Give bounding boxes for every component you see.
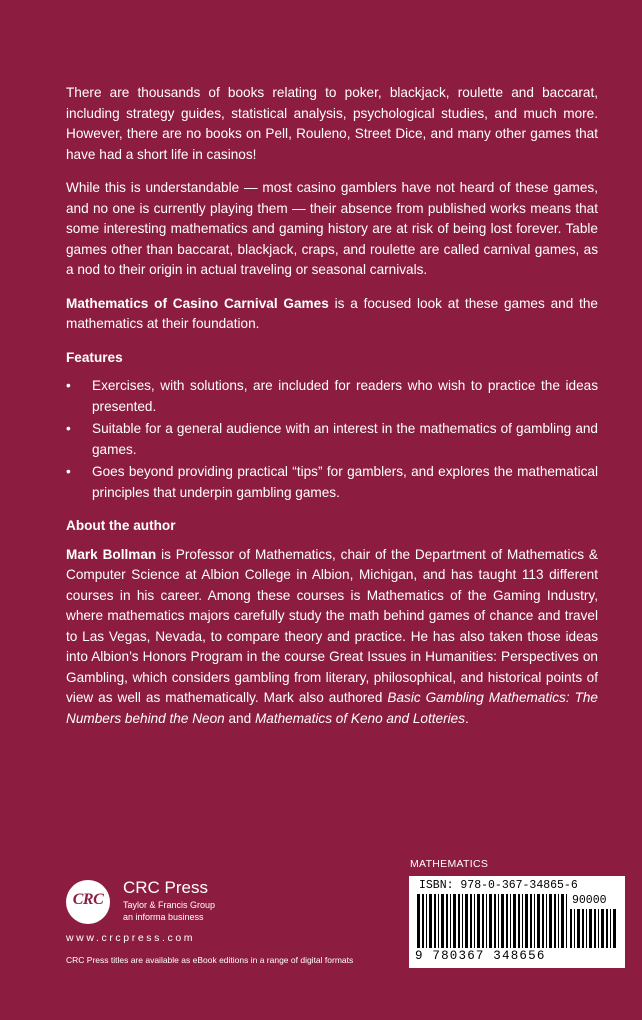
barcode-bar	[542, 894, 544, 948]
barcode-bar	[458, 894, 460, 948]
barcode-bar	[566, 894, 567, 948]
barcode-bar	[594, 909, 596, 948]
barcode-bar	[453, 894, 456, 948]
publisher-name: CRC Press	[123, 878, 209, 897]
features-list	[66, 376, 598, 503]
barcode-bar	[426, 894, 427, 948]
barcode-bar	[498, 894, 499, 948]
intro-paragraph-3-text: is a focused look at these games and the mathematics at their foundation.	[66, 295, 598, 331]
barcode-bar	[534, 894, 535, 948]
barcode-bar	[554, 894, 556, 948]
barcode-bar	[438, 894, 439, 948]
barcode-bar	[518, 894, 520, 948]
barcode-bar	[522, 894, 523, 948]
feature-item: • Goes beyond providing practical “tips” for gamblers, and explores the mathematical principles that underpin gambling games.	[66, 462, 598, 503]
barcode-bar	[589, 909, 592, 948]
other-book-1: Basic Gambling Mathematics: The Numbers behind the Neon	[66, 690, 598, 726]
barcode-bar	[470, 894, 472, 948]
author-bio-conjunction: and	[224, 710, 255, 726]
barcode-bar	[561, 894, 564, 948]
isbn-text: ISBN: 978-0-367-34865-6	[419, 879, 578, 892]
barcode-bar	[489, 894, 492, 948]
barcode-bar	[434, 894, 436, 948]
barcode-bar	[441, 894, 444, 948]
barcode-bar	[582, 909, 584, 948]
barcode-bar	[422, 894, 424, 948]
barcode-bar	[450, 894, 451, 948]
publisher-business: an informa business	[123, 912, 204, 922]
barcode-bar	[610, 909, 611, 948]
barcode-bar	[510, 894, 511, 948]
barcode-bar	[482, 894, 484, 948]
barcode-bar	[494, 894, 496, 948]
barcode-bar	[506, 894, 508, 948]
other-book-2: Mathematics of Keno and Lotteries	[254, 710, 466, 726]
addon-barcode	[570, 909, 618, 948]
barcode-bar	[601, 909, 604, 948]
barcode-bar	[465, 894, 468, 948]
isbn-barcode	[409, 876, 625, 968]
crc-logo	[66, 880, 110, 924]
feature-item: • Exercises, with solutions, are included for readers who wish to practice the ideas presented.	[66, 376, 598, 417]
price-code: 90000	[572, 894, 607, 907]
barcode-bar	[474, 894, 475, 948]
barcode-bar	[570, 909, 572, 948]
intro-paragraph-1: There are thousands of books relating to poker, blackjack, roulette and baccarat, including strategy guides, statistical analysis, psychological studies, and much more. However, there are no books on Pell, Rouleno, Street Dice, and many other games that have had a short life in casinos!	[66, 85, 598, 162]
barcode-bar	[486, 894, 487, 948]
barcode-bar	[462, 894, 463, 948]
barcode-bar	[558, 894, 559, 948]
back-cover-text	[66, 83, 598, 742]
barcode-bar	[613, 909, 616, 948]
features-heading: Features	[66, 349, 123, 365]
barcode-bar	[429, 894, 432, 948]
intro-paragraph-2: While this is understandable — most casino gamblers have not heard of these games, and no one is currently playing them — their absence from published works means that some interesting mathematics and gaming history are at risk of being lost forever. Table games other than baccarat, blackjack, craps, and roulette are called carnival games, as a nod to their origin in actual traveling or seasonal carnivals.	[66, 180, 598, 277]
barcode-bar	[549, 894, 552, 948]
barcode-bar	[598, 909, 599, 948]
publisher-url: www.crcpress.com	[66, 932, 196, 944]
barcode-bar	[501, 894, 504, 948]
barcode-bar	[546, 894, 547, 948]
subject-category: MATHEMATICS	[410, 858, 489, 870]
barcode-bar	[606, 909, 608, 948]
barcode-bar	[586, 909, 587, 948]
author-heading: About the author	[66, 518, 176, 533]
barcode-bar	[513, 894, 516, 948]
publisher-group: Taylor & Francis Group	[123, 900, 216, 910]
barcode-bar	[525, 894, 528, 948]
intro-paragraph-3	[66, 294, 598, 335]
barcode-bar	[417, 894, 420, 948]
author-bio-end: .	[465, 710, 469, 726]
barcode-bar	[530, 894, 532, 948]
author-bio-text: is Professor of Mathematics, chair of the Department of Mathematics & Computer Science at Albion College in Albion, Michigan, and has taught 113 different courses in his career. Among these courses is Mathematics of the Gaming Industry, where mathematics majors carefully study the math behind games of chance and travel to Las Vegas, Nevada, to compare theory and practice. He has also taken those ideas into Albion’s Honors Program in the course Great Issues in Humanities: Perspectives on Gambling, which considers gambling from literary, philosophical, and historical points of view as well as mathematically. Mark also authored	[66, 546, 598, 705]
main-barcode	[417, 894, 567, 948]
feature-item: • Suitable for a general audience with an interest in the mathematics of gambling and games.	[66, 419, 598, 460]
ebook-note: CRC Press titles are available as eBook editions in a range of digital formats	[66, 955, 354, 965]
author-bio	[66, 545, 598, 730]
barcode-bar	[537, 894, 540, 948]
book-title: Mathematics of Casino Carnival Games	[66, 295, 329, 311]
barcode-bar	[577, 909, 580, 948]
author-name: Mark Bollman	[66, 546, 157, 562]
barcode-bar	[477, 894, 480, 948]
crc-logo-text: CRC	[72, 891, 104, 908]
barcode-bar	[446, 894, 448, 948]
ean-number: 9 780367 348656	[415, 949, 546, 963]
barcode-bar	[574, 909, 575, 948]
